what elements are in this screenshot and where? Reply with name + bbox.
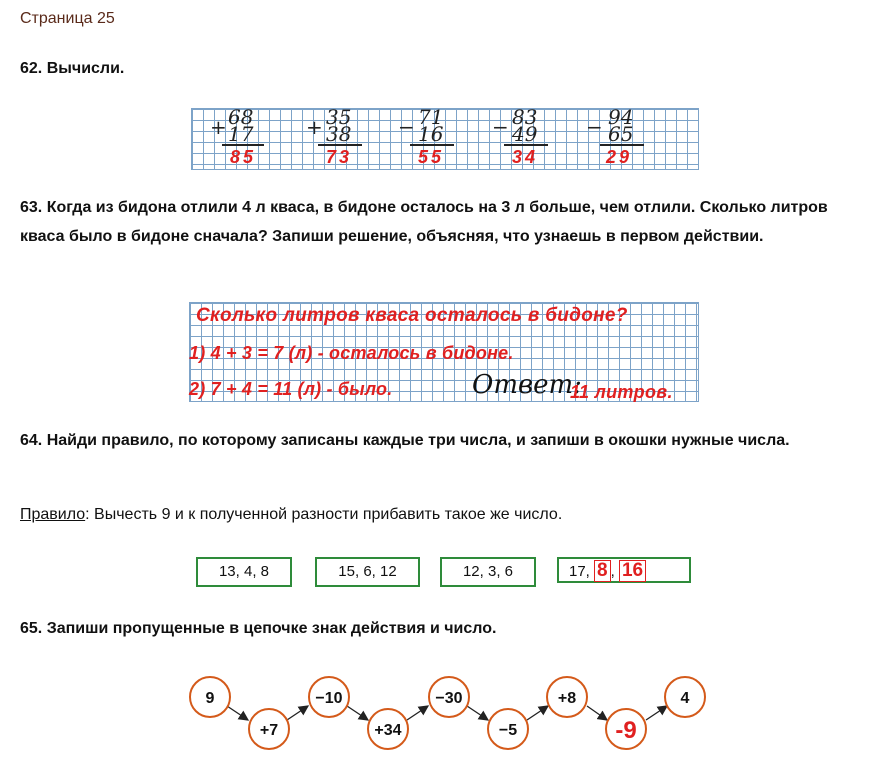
chain-node-8-answer[interactable]: -9 bbox=[605, 708, 647, 750]
number-box-1: 13, 4, 8 bbox=[196, 557, 292, 587]
task62-heading: 62. Вычисли. bbox=[20, 60, 125, 77]
chain-arrow-3 bbox=[347, 706, 368, 720]
calc-a-5: 94 bbox=[608, 105, 634, 129]
rule-label: Правило bbox=[20, 506, 86, 523]
task65-text: 65. Запиши пропущенные в цепочке знак действия и число. bbox=[20, 620, 497, 637]
calc-op-4: − bbox=[492, 115, 509, 139]
number-box-2: 15, 6, 12 bbox=[315, 557, 420, 587]
chain-node-7: +8 bbox=[546, 676, 588, 718]
calc-column-2 bbox=[304, 105, 364, 168]
task63-text: 63. Когда из бидона отлили 4 л кваса, в бидоне осталось на 3 л больше, чем отлили. Сколько литров кваса было в бидоне сначала? Запиши решение, объясняя, что узнаешь в первом действии. bbox=[20, 199, 828, 245]
chain-arrow-2 bbox=[287, 706, 308, 720]
chain-arrow-1 bbox=[227, 706, 248, 720]
chain-arrow-4 bbox=[407, 706, 428, 720]
calc-column-3 bbox=[396, 105, 456, 168]
chain-node-4: +34 bbox=[367, 708, 409, 750]
chain-node-2: +7 bbox=[248, 708, 290, 750]
calc-b-4: 49 bbox=[512, 122, 538, 146]
calc-line-1 bbox=[222, 144, 264, 146]
calc-a-1: 68 bbox=[228, 105, 254, 129]
calc-line-2 bbox=[318, 144, 362, 146]
calc-line-3 bbox=[410, 144, 454, 146]
calc-result-4: 34 bbox=[512, 147, 539, 167]
calc-a-2: 35 bbox=[326, 105, 352, 129]
calc-a-4: 83 bbox=[512, 105, 538, 129]
answer-box-1[interactable]: 8 bbox=[594, 560, 611, 582]
calc-line-4 bbox=[504, 144, 548, 146]
calc-result-3: 55 bbox=[418, 147, 445, 167]
task63-step1: 1) 4 + 3 = 7 (л) - осталось в бидоне. bbox=[189, 343, 514, 363]
box4-prefix: 17, bbox=[569, 563, 590, 580]
chain-node-6: −5 bbox=[487, 708, 529, 750]
calc-result-2: 73 bbox=[326, 147, 353, 167]
chain-arrow-6 bbox=[527, 706, 548, 720]
page-label: Страница 25 bbox=[20, 10, 115, 27]
answer-box-2[interactable]: 16 bbox=[619, 560, 646, 582]
calc-result-5: 29 bbox=[606, 147, 633, 167]
task63-question: Сколько литров кваса осталось в бидоне? bbox=[196, 305, 628, 326]
calc-column-5 bbox=[584, 105, 644, 168]
calc-b-2: 38 bbox=[326, 122, 352, 146]
chain-node-5: −30 bbox=[428, 676, 470, 718]
calc-op-2: + bbox=[306, 115, 323, 139]
calc-column-1 bbox=[208, 105, 268, 168]
calc-op-5: − bbox=[586, 115, 603, 139]
task63-answer-label: Ответ: bbox=[472, 370, 582, 400]
rule-text: : Вычесть 9 и к полученной разности прибавить такое же число. bbox=[85, 506, 563, 523]
task63-step2: 2) 7 + 4 = 11 (л) - было. bbox=[189, 379, 393, 399]
chain-node-9: 4 bbox=[664, 676, 706, 718]
chain-arrow-5 bbox=[467, 706, 488, 720]
number-box-3: 12, 3, 6 bbox=[440, 557, 536, 587]
chain-arrow-7 bbox=[587, 706, 607, 720]
calc-line-5 bbox=[600, 144, 644, 146]
calc-column-4 bbox=[490, 105, 550, 168]
task64-rule bbox=[20, 506, 562, 524]
calc-b-5: 65 bbox=[608, 122, 634, 146]
calc-b-3: 16 bbox=[418, 122, 444, 146]
calc-result-1: 85 bbox=[230, 147, 257, 167]
task63-answer-value: 11 литров. bbox=[570, 382, 673, 402]
box4-sep: , bbox=[610, 563, 615, 580]
calc-a-3: 71 bbox=[418, 105, 444, 129]
chain-node-3: −10 bbox=[308, 676, 350, 718]
calc-op-1: + bbox=[210, 115, 227, 139]
task64-text: 64. Найди правило, по которому записаны каждые три числа, и запиши в окошки нужные числа. bbox=[20, 432, 790, 449]
number-box-4 bbox=[557, 557, 691, 583]
calc-op-3: − bbox=[398, 115, 415, 139]
chain-arrow-8 bbox=[646, 706, 667, 720]
chain-node-1: 9 bbox=[189, 676, 231, 718]
calc-b-1: 17 bbox=[228, 122, 254, 146]
